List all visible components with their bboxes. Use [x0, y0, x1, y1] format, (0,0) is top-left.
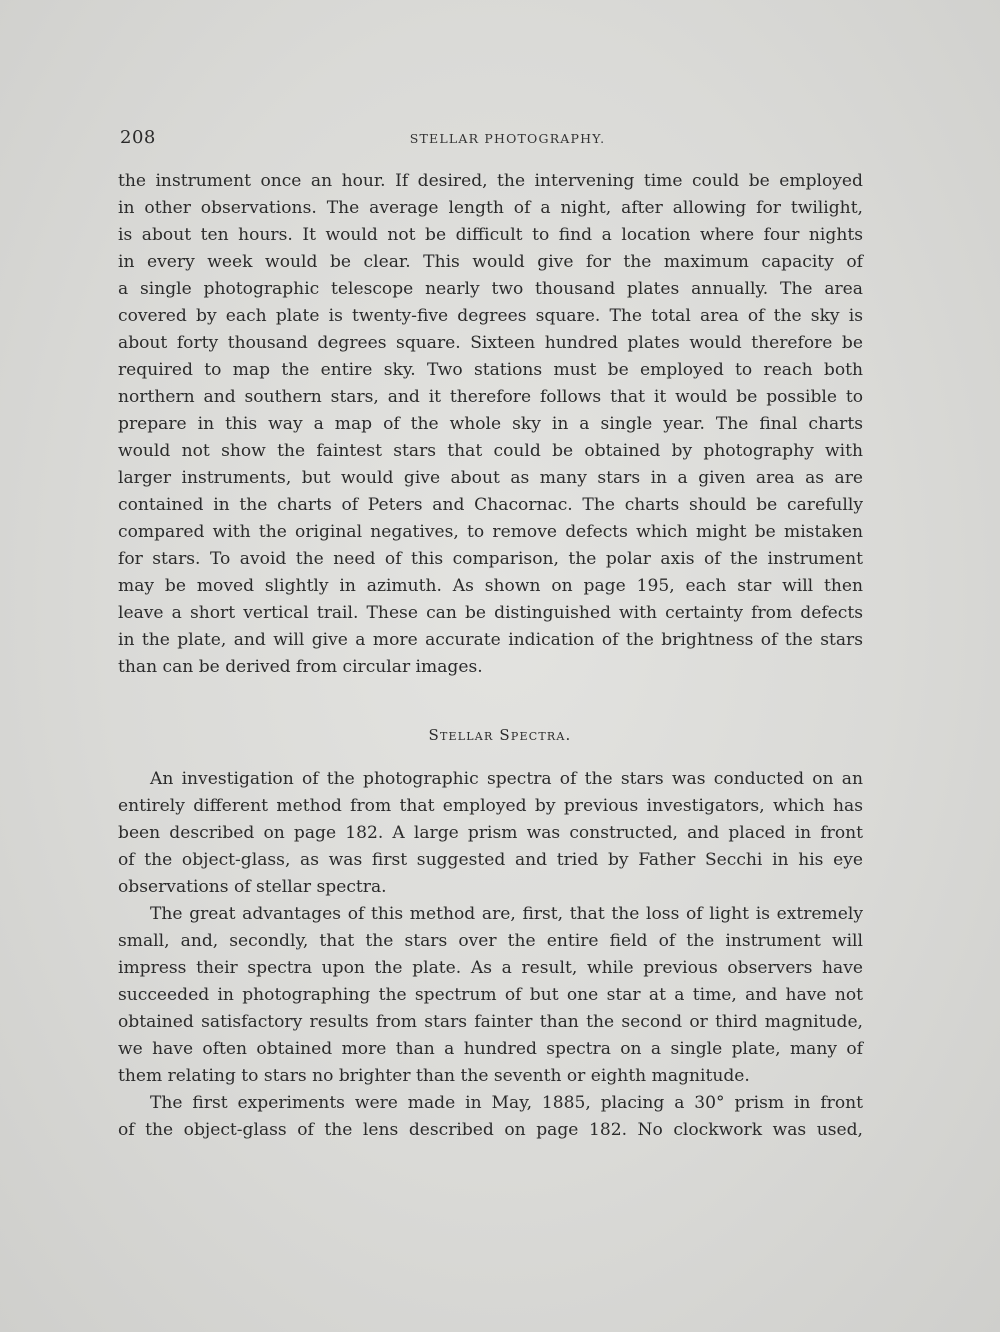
text-line: of the object-glass of the lens described on page 182. No clockwork was used,: [118, 1120, 863, 1140]
page-header: [120, 127, 865, 151]
text-line: small, and, secondly, that the stars over the entire field of the instrument will: [118, 931, 863, 951]
text-line: The great advantages of this method are, first, that the loss of light is extremely: [150, 904, 863, 924]
text-line: An investigation of the photographic spectra of the stars was conducted on an: [150, 769, 863, 789]
text-line: prepare in this way a map of the whole sky in a single year. The final charts: [118, 414, 863, 434]
text-line: impress their spectra upon the plate. As a result, while previous observers have: [118, 958, 863, 978]
text-line: about forty thousand degrees square. Sixteen hundred plates would therefore be: [118, 333, 863, 353]
running-title: STELLAR PHOTOGRAPHY.: [409, 131, 606, 146]
paragraph-continued: [118, 168, 863, 681]
text-line: northern and southern stars, and it therefore follows that it would be possible to: [118, 387, 863, 407]
section-heading: Stellar Spectra.: [428, 726, 572, 744]
text-line: the instrument once an hour. If desired, the intervening time could be employed: [118, 171, 863, 191]
text-line: obtained satisfactory results from stars fainter than the second or third magnitude,: [118, 1012, 863, 1032]
text-line: succeeded in photographing the spectrum of but one star at a time, and have not: [118, 985, 863, 1005]
text-line: them relating to stars no brighter than the seventh or eighth magnitude.: [118, 1066, 750, 1086]
section-body: [118, 766, 863, 1144]
text-line: in other observations. The average length of a night, after allowing for twilight,: [118, 198, 863, 218]
text-line: in the plate, and will give a more accurate indication of the brightness of the stars: [118, 630, 863, 650]
text-line: required to map the entire sky. Two stations must be employed to reach both: [118, 360, 863, 380]
text-line: observations of stellar spectra.: [118, 877, 387, 897]
text-line: entirely different method from that employed by previous investigators, which has: [118, 796, 863, 816]
text-line: contained in the charts of Peters and Chacornac. The charts should be carefully: [118, 495, 863, 515]
text-line: is about ten hours. It would not be difficult to find a location where four nights: [118, 225, 863, 245]
text-line: The first experiments were made in May, 1885, placing a 30° prism in front: [150, 1093, 863, 1113]
text-line: in every week would be clear. This would give for the maximum capacity of: [118, 252, 863, 272]
text-line: than can be derived from circular images.: [118, 657, 483, 677]
text-line: larger instruments, but would give about as many stars in a given area as are: [118, 468, 863, 488]
text-line: a single photographic telescope nearly two thousand plates annually. The area: [118, 279, 863, 299]
text-line: for stars. To avoid the need of this comparison, the polar axis of the instrument: [118, 549, 863, 569]
text-line: been described on page 182. A large prism was constructed, and placed in front: [118, 823, 863, 843]
text-line: of the object-glass, as was first suggested and tried by Father Secchi in his eye: [118, 850, 863, 870]
text-line: may be moved slightly in azimuth. As shown on page 195, each star will then: [118, 576, 863, 596]
page-number: 208: [120, 127, 156, 148]
text-line: we have often obtained more than a hundred spectra on a single plate, many of: [118, 1039, 863, 1059]
text-line: compared with the original negatives, to remove defects which might be mistaken: [118, 522, 863, 542]
text-line: would not show the faintest stars that could be obtained by photography with: [118, 441, 863, 461]
text-line: covered by each plate is twenty-five degrees square. The total area of the sky is: [118, 306, 863, 326]
text-line: leave a short vertical trail. These can be distinguished with certainty from defects: [118, 603, 863, 623]
